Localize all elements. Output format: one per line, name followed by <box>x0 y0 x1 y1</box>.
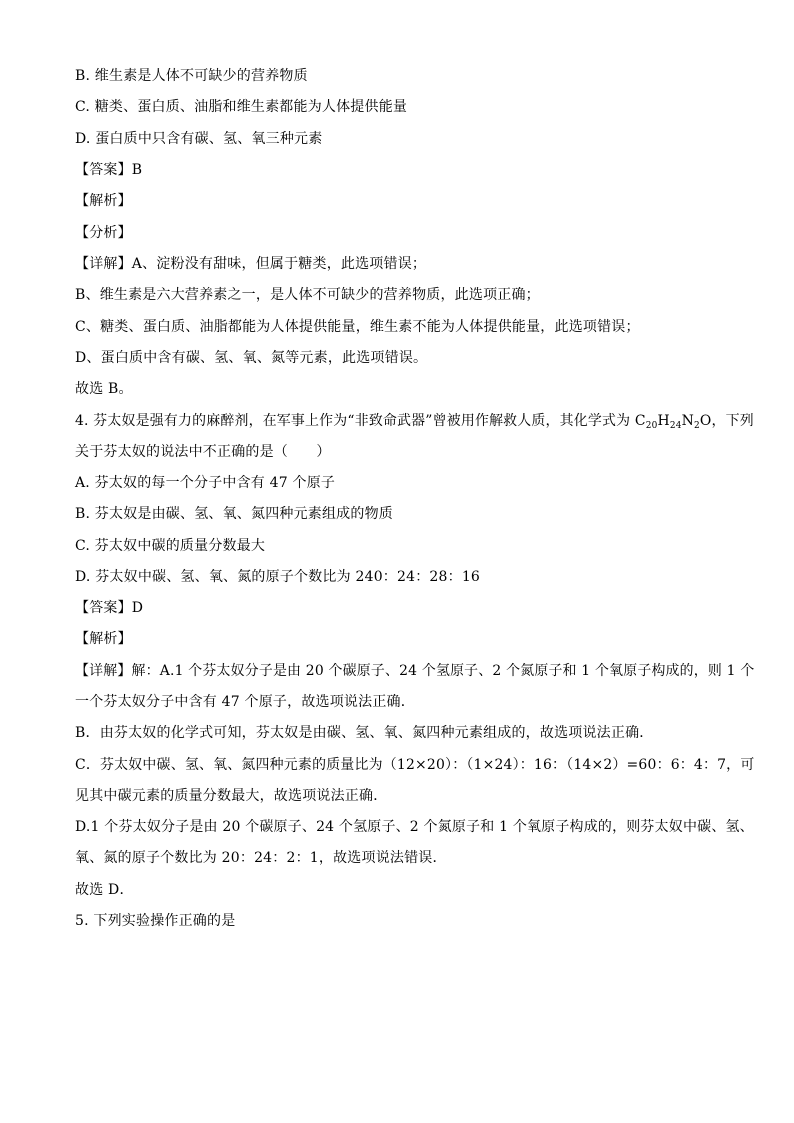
q3-answer: 【答案】B <box>75 162 143 178</box>
q4-stem-line2: 关于芬太奴的说法中不正确的是（ ） <box>75 444 331 460</box>
q3-option-c: C. 糖类、蛋白质、油脂和维生素都能为人体提供能量 <box>75 99 408 115</box>
q3-conclusion: 故选 B。 <box>75 381 133 397</box>
formula-sub-h: 24 <box>669 421 682 431</box>
q4-option-d: D. 芬太奴中碳、氢、氧、氮的原子个数比为 240：24：28：16 <box>75 569 481 585</box>
q4-answer: 【答案】D <box>75 600 144 616</box>
q4-option-a: A. 芬太奴的每一个分子中含有 47 个原子 <box>75 475 336 491</box>
q4-detail-c-line1: C．芬太奴中碳、氢、氧、氮四种元素的质量比为（12×20）：（1×24）：16：（14×2）=60：6：4：7，可 <box>75 757 755 773</box>
q3-fenxi-heading: 【分析】 <box>75 225 132 241</box>
q4-stem-text: 4. 芬太奴是强有力的麻醉剂，在军事上作为“非致命武器”曾被用作解救人质，其化学式为 C <box>75 413 646 429</box>
q4-detail-a-line1: 【详解】解：A.1 个芬太奴分子是由 20 个碳原子、24 个氢原子、2 个氮原子和 1 个氧原子构成的，则 1 个 <box>75 663 755 679</box>
q3-detail-b: B、维生素是六大营养素之一，是人体不可缺少的营养物质，此选项正确； <box>75 287 540 303</box>
q4-detail-d-line1: D.1 个芬太奴分子是由 20 个碳原子、24 个氢原子、2 个氮原子和 1 个氧原子构成的，则芬太奴中碳、氢、 <box>75 819 754 835</box>
q3-jiexi-heading: 【解析】 <box>75 193 132 209</box>
formula-sub-c: 20 <box>645 421 658 431</box>
q3-detail-d: D、蛋白质中含有碳、氢、氧、氮等元素，此选项错误。 <box>75 350 428 366</box>
q4-conclusion: 故选 D． <box>75 882 134 898</box>
q5-stem: 5. 下列实验操作正确的是 <box>75 913 236 929</box>
formula-sub-n: 2 <box>694 421 700 431</box>
q4-detail-c-line2: 见其中碳元素的质量分数最大，故选项说法正确． <box>75 788 388 804</box>
q3-detail-c: C、糖类、蛋白质、油脂都能为人体提供能量，维生素不能为人体提供能量，此选项错误； <box>75 319 640 335</box>
q4-stem-line1 <box>75 411 754 436</box>
q3-detail-a: 【详解】A、淀粉没有甜味，但属于糖类，此选项错误； <box>75 256 427 272</box>
q4-detail-a-line2: 一个芬太奴分子中含有 47 个原子，故选项说法正确． <box>75 694 415 710</box>
q3-option-d: D. 蛋白质中只含有碳、氢、氧三种元素 <box>75 131 323 147</box>
formula-n: N <box>681 413 695 429</box>
q3-option-b: B. 维生素是人体不可缺少的营养物质 <box>75 68 308 84</box>
q4-option-c: C. 芬太奴中碳的质量分数最大 <box>75 538 266 554</box>
q4-stem-tail: O，下列 <box>699 413 754 429</box>
q4-detail-d-line2: 氧、氮的原子个数比为 20：24：2：1，故选项说法错误． <box>75 850 447 866</box>
q4-option-b: B. 芬太奴是由碳、氢、氧、氮四种元素组成的物质 <box>75 506 393 522</box>
q4-jiexi-heading: 【解析】 <box>75 631 132 647</box>
q4-detail-b: B．由芬太奴的化学式可知，芬太奴是由碳、氢、氧、氮四种元素组成的，故选项说法正确． <box>75 725 654 741</box>
formula-h: H <box>657 413 670 429</box>
